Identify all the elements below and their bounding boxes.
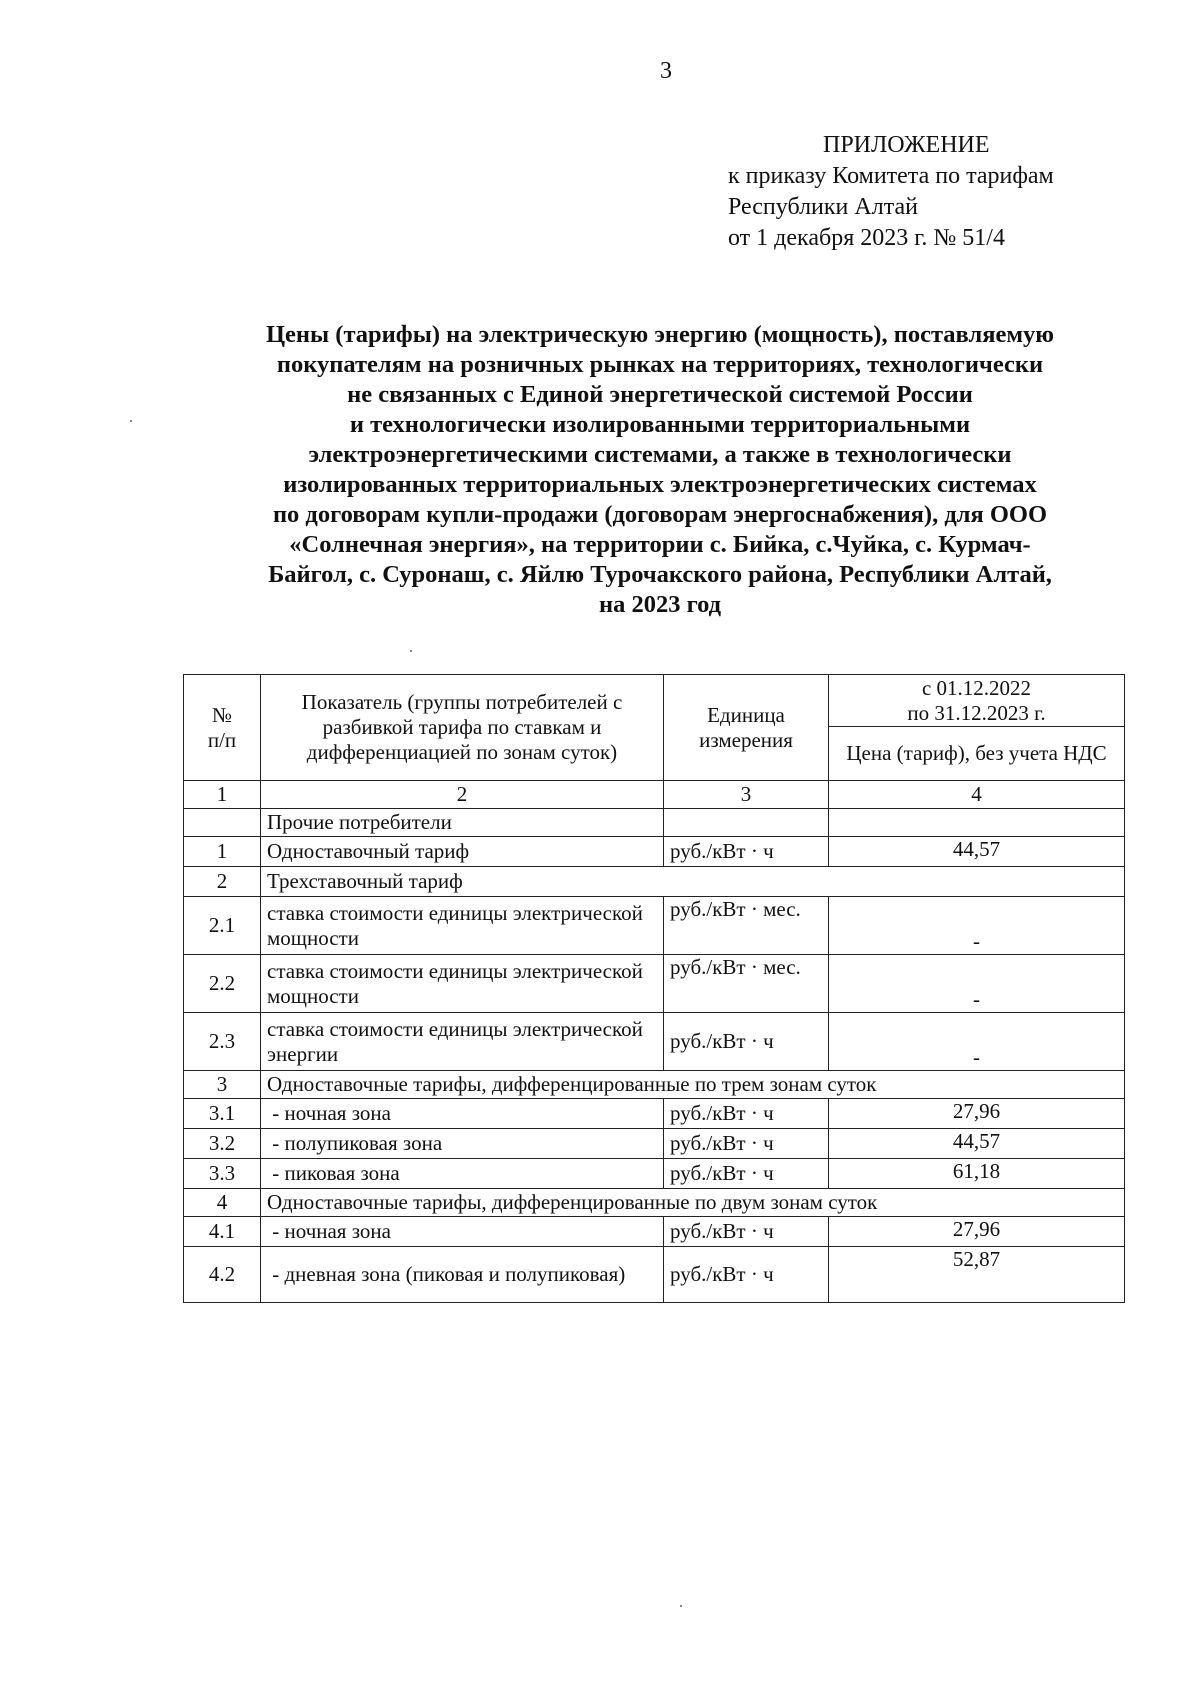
scan-speck [410, 650, 412, 652]
row-num: 2.3 [184, 1013, 261, 1071]
scan-speck [130, 420, 132, 422]
page-number: 3 [660, 58, 672, 84]
row-price: 27,96 [829, 1217, 1125, 1247]
column-number: 2 [261, 781, 664, 809]
row-unit: руб./кВт · ч [664, 1247, 829, 1303]
title-line: Байгол, с. Суронаш, с. Яйлю Турочакского района, Республики Алтай, [268, 561, 1052, 588]
header-unit: Единица измерения [664, 675, 829, 781]
table-row [184, 867, 1125, 897]
document-title [190, 320, 1130, 620]
group-label: Прочие потребители [261, 809, 664, 837]
row-unit: руб./кВт · мес. [664, 955, 829, 1013]
column-number-row [184, 781, 1125, 809]
row-name: Одноставочные тарифы, дифференцированные по трем зонам суток [261, 1071, 1125, 1099]
title-line: и технологически изолированными территориальными [349, 411, 971, 438]
title-line: по договорам купли-продажи (договорам энергоснабжения), для ООО [272, 501, 1048, 528]
row-price: - [829, 955, 1125, 1013]
row-price: - [829, 897, 1125, 955]
row-name: Одноставочные тарифы, дифференцированные по двум зонам суток [261, 1189, 1125, 1217]
appendix-line: к приказу Комитета по тарифам [728, 163, 1054, 189]
row-num: 4.2 [184, 1247, 261, 1303]
appendix-line: Республики Алтай [728, 194, 918, 220]
scan-speck [680, 1605, 682, 1607]
row-name: - ночная зона [261, 1099, 664, 1129]
row-name: Одноставочный тариф [261, 837, 664, 867]
title-line: электроэнергетическими системами, а также в технологически [308, 441, 1012, 468]
title-line: изолированных территориальных электроэнергетических системах [283, 471, 1037, 498]
row-unit: руб./кВт · ч [664, 1159, 829, 1189]
table-row [184, 897, 1125, 955]
table-header-row [184, 675, 1125, 727]
row-name: Трехставочный тариф [261, 867, 1125, 897]
row-unit: руб./кВт · мес. [664, 897, 829, 955]
title-line: «Солнечная энергия», на территории с. Бийка, с.Чуйка, с. Курмач- [289, 531, 1031, 558]
row-name: - полупиковая зона [261, 1129, 664, 1159]
row-num: 2.1 [184, 897, 261, 955]
row-num: 4 [184, 1189, 261, 1217]
row-num: 3 [184, 1071, 261, 1099]
row-price: - [829, 1013, 1125, 1071]
row-price: 27,96 [829, 1099, 1125, 1129]
table-row [184, 1247, 1125, 1303]
row-price: 44,57 [829, 837, 1125, 867]
row-name: ставка стоимости единицы электрической мощности [261, 897, 664, 955]
header-indicator: Показатель (группы потребителей с разбивкой тарифа по ставкам и дифференциацией по зонам суток) [261, 675, 664, 781]
row-name: - пиковая зона [261, 1159, 664, 1189]
appendix-line: от 1 декабря 2023 г. № 51/4 [728, 225, 1005, 251]
row-price: 52,87 [829, 1247, 1125, 1303]
title-line: покупателям на розничных рынках на территориях, технологически [276, 351, 1044, 378]
appendix-title: ПРИЛОЖЕНИЕ [823, 132, 990, 158]
column-number: 1 [184, 781, 261, 809]
table-row [184, 809, 1125, 837]
row-unit: руб./кВт · ч [664, 1099, 829, 1129]
row-name: ставка стоимости единицы электрической энергии [261, 1013, 664, 1071]
tariff-table [183, 674, 1125, 1303]
table-row [184, 1159, 1125, 1189]
column-number: 3 [664, 781, 829, 809]
table-row [184, 1013, 1125, 1071]
row-unit: руб./кВт · ч [664, 1129, 829, 1159]
row-num: 3.3 [184, 1159, 261, 1189]
table-row [184, 1099, 1125, 1129]
row-num: 1 [184, 837, 261, 867]
table-row [184, 1129, 1125, 1159]
appendix-block [728, 130, 1054, 254]
row-unit: руб./кВт · ч [664, 1217, 829, 1247]
header-period: с 01.12.2022 по 31.12.2023 г. [829, 675, 1125, 727]
column-number: 4 [829, 781, 1125, 809]
header-num: № п/п [184, 675, 261, 781]
row-price: 44,57 [829, 1129, 1125, 1159]
header-price: Цена (тариф), без учета НДС [829, 727, 1125, 781]
row-unit: руб./кВт · ч [664, 837, 829, 867]
table-row [184, 837, 1125, 867]
row-num: 2 [184, 867, 261, 897]
row-name: ставка стоимости единицы электрической мощности [261, 955, 664, 1013]
row-num: 4.1 [184, 1217, 261, 1247]
row-num: 3.2 [184, 1129, 261, 1159]
row-unit: руб./кВт · ч [664, 1013, 829, 1071]
table-row [184, 1071, 1125, 1099]
table-row [184, 1217, 1125, 1247]
row-num: 3.1 [184, 1099, 261, 1129]
title-line: Цены (тарифы) на электрическую энергию (мощность), поставляемую [266, 321, 1054, 348]
row-name: - ночная зона [261, 1217, 664, 1247]
row-price: 61,18 [829, 1159, 1125, 1189]
row-name: - дневная зона (пиковая и полупиковая) [261, 1247, 664, 1303]
table-row [184, 955, 1125, 1013]
title-line: не связанных с Единой энергетической системой России [347, 381, 973, 408]
title-line: на 2023 год [598, 591, 722, 618]
table-row [184, 1189, 1125, 1217]
row-num: 2.2 [184, 955, 261, 1013]
